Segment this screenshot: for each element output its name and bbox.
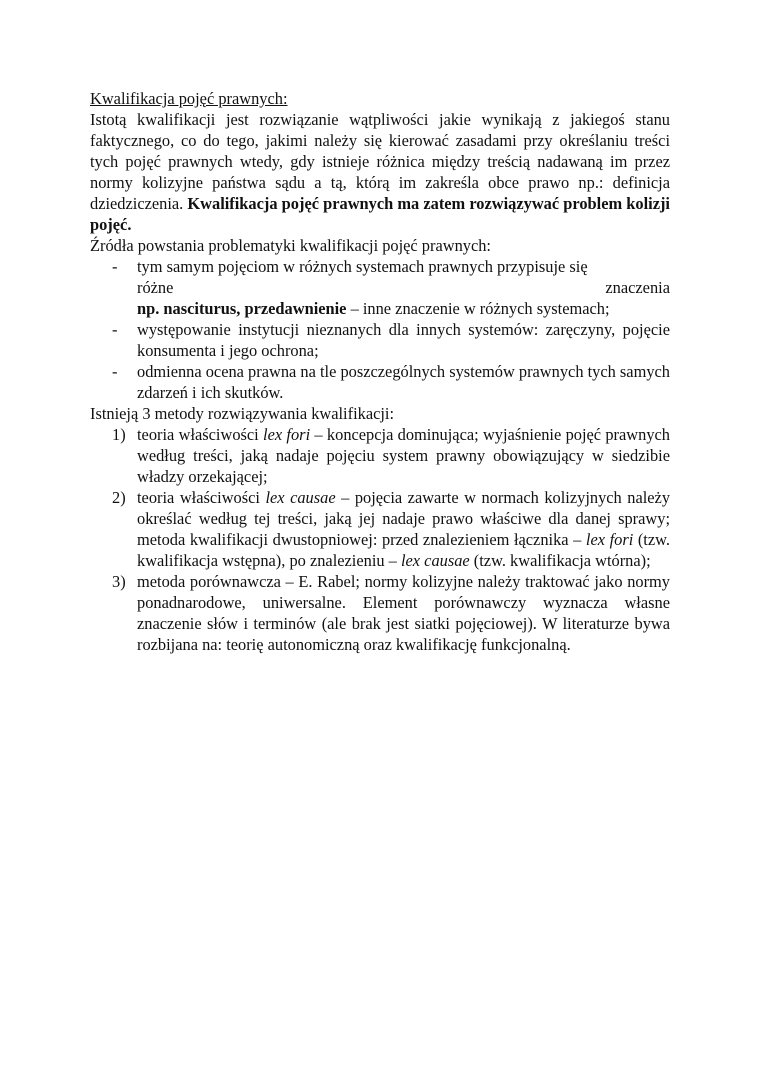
source-example-line [137, 298, 670, 319]
method-italic: lex causae [400, 551, 470, 570]
method-text: teoria właściwości [137, 488, 266, 507]
source-split-left: różne [137, 278, 174, 297]
method-italic: lex fori [263, 425, 311, 444]
list-marker: - [112, 362, 118, 381]
intro-paragraph [90, 109, 670, 235]
source-text: występowanie instytucji nieznanych dla innych systemów: zaręczyny, pojęcie konsumenta i jego ochrona; [137, 320, 670, 360]
source-example-rest: – inne znaczenie w różnych systemach; [346, 299, 610, 318]
document-title: Kwalifikacja pojęć prawnych: [90, 89, 288, 108]
intro-text: Istotą kwalifikacji jest rozwiązanie wątpliwości jakie wynikają z jakiegoś stanu faktycznego, co do tego, jakimi należy się kierować zasadami przy określaniu treści tych pojęć prawnych wtedy, gdy istnieje różnica między treścią nadawaną im przez normy kolizyjne państwa sądu a tą, którą im zakreśla obce prawo np.: definicja dziedziczenia. [90, 110, 670, 213]
list-item [90, 256, 670, 319]
sources-list [90, 256, 670, 403]
document-page [90, 88, 670, 655]
list-marker: 2) [112, 488, 126, 507]
source-example-bold: np. nasciturus, przedawnienie [137, 299, 347, 318]
methods-list [90, 424, 670, 655]
source-line: tym samym pojęciom w różnych systemach prawnych przypisuje się [137, 257, 588, 276]
method-text: (tzw. kwalifikacja wstępna), po znalezieniu – [137, 530, 670, 570]
methods-heading: Istnieją 3 metody rozwiązywania kwalifikacji: [90, 404, 395, 423]
list-marker: 1) [112, 425, 126, 444]
list-item [90, 361, 670, 403]
method-text: – koncepcja dominująca; wyjaśnienie pojęć prawnych według treści, jaką nadaje pojęciu system prawny obowiązujący w siedzibie władzy orzekającej; [137, 425, 670, 486]
source-split-right: znaczenia [605, 278, 670, 297]
source-split-line [137, 277, 670, 298]
list-item [90, 319, 670, 361]
method-text: (tzw. kwalifikacja wtórna); [469, 551, 651, 570]
source-text: odmienna ocena prawna na tle poszczególnych systemów prawnych tych samych zdarzeń i ich skutków. [137, 362, 670, 402]
method-italic: lex fori [585, 530, 634, 549]
list-marker: 3) [112, 572, 126, 591]
list-marker: - [112, 320, 118, 339]
sources-heading: Źródła powstania problematyki kwalifikacji pojęć prawnych: [90, 236, 491, 255]
method-text: metoda porównawcza – E. Rabel; normy kolizyjne należy traktować jako normy ponadnarodowe, uniwersalne. Element porównawczy wyznacza własne znaczenie słów i terminów (ale brak jest siatki pojęciowej). W literaturze bywa rozbijana na: teorię autonomiczną oraz kwalifikację funkcjonalną. [137, 572, 670, 654]
method-italic: lex causae [265, 488, 336, 507]
method-text: teoria właściwości [137, 425, 264, 444]
method-text: – pojęcia zawarte w normach kolizyjnych należy określać według tej treści, jaką jej nadaje prawo właściwe dla danej sprawy; metoda kwalifikacji dwustopniowej: przed znalezieniem łącznika – [137, 488, 671, 549]
list-marker: - [112, 257, 118, 276]
list-item [90, 571, 670, 655]
list-item [90, 487, 670, 571]
intro-bold-text: Kwalifikacja pojęć prawnych ma zatem rozwiązywać problem kolizji pojęć. [90, 194, 670, 234]
list-item [90, 424, 670, 487]
